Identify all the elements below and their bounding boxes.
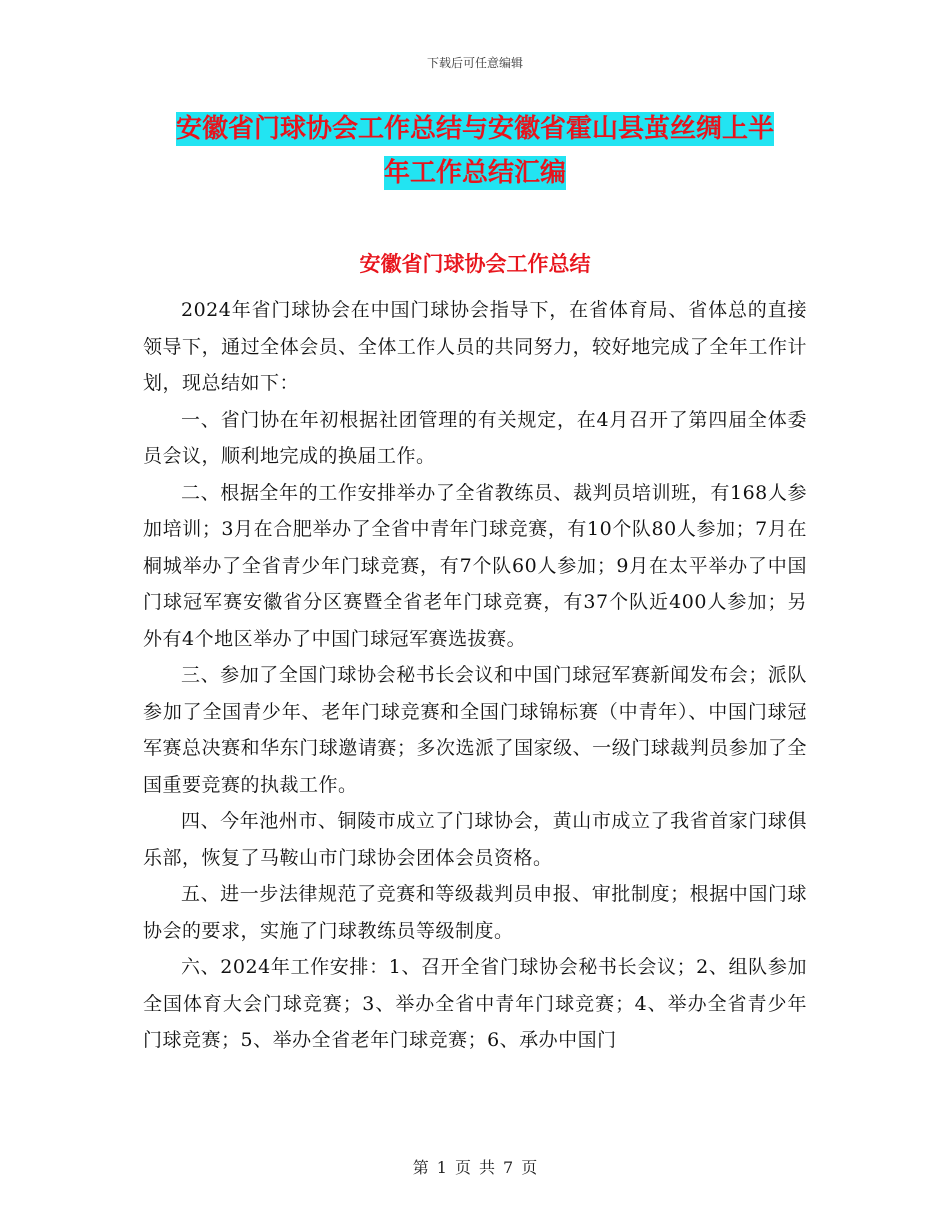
- page-unit: 页: [454, 1158, 471, 1177]
- total-pages: 7: [503, 1158, 514, 1177]
- document-body: [143, 292, 807, 1059]
- paragraph-item-2: 二、根据全年的工作安排举办了全省教练员、裁判员培训班，有168人参加培训；3月在合肥举办了全省中青年门球竞赛，有10个队80人参加；7月在桐城举办了全省青少年门球竞赛，有7个队60人参加；9月在太平举办了中国门球冠军赛安徽省分区赛暨全省老年门球竞赛，有37个队近400人参加；另外有4个地区举办了中国门球冠军赛选拔赛。: [143, 481, 807, 650]
- page-footer: [0, 1155, 950, 1178]
- page-number: 1: [436, 1158, 447, 1177]
- paragraph-item-3: 三、参加了全国门球协会秘书长会议和中国门球冠军赛新闻发布会；派队参加了全国青少年、老年门球竞赛和全国门球锦标赛（中青年）、中国门球冠军赛总决赛和华东门球邀请赛；多次选派了国家级、一级门球裁判员参加了全国重要竞赛的执裁工作。: [143, 664, 807, 796]
- header-note: 下载后可任意编辑: [426, 56, 523, 70]
- paragraph-intro: 2024年省门球协会在中国门球协会指导下，在省体育局、省体总的直接领导下，通过全体会员、全体工作人员的共同努力，较好地完成了全年工作计划，现总结如下：: [143, 299, 807, 394]
- page-label: 第: [412, 1158, 429, 1177]
- section-title: 安徽省门球协会工作总结: [359, 252, 591, 276]
- total-unit: 页: [521, 1158, 538, 1177]
- document-title-line-1: 安徽省门球协会工作总结与安徽省霍山县茧丝绸上半: [175, 114, 774, 144]
- paragraph-item-6: 六、2024年工作安排：1、召开全省门球协会秘书长会议；2、组队参加全国体育大会门球竞赛；3、举办全省中青年门球竞赛；4、举办全省青少年门球竞赛；5、举办全省老年门球竞赛；6、承办中国门: [143, 956, 807, 1051]
- paragraph-item-1: 一、省门协在年初根据社团管理的有关规定，在4月召开了第四届全体委员会议，顺利地完成的换届工作。: [143, 408, 807, 467]
- document-title-line-2: 年工作总结汇编: [383, 158, 566, 188]
- total-label: 共: [479, 1158, 496, 1177]
- paragraph-item-4: 四、今年池州市、铜陵市成立了门球协会，黄山市成立了我省首家门球俱乐部，恢复了马鞍山市门球协会团体会员资格。: [143, 810, 807, 869]
- paragraph-item-5: 五、进一步法律规范了竞赛和等级裁判员申报、审批制度；根据中国门球协会的要求，实施了门球教练员等级制度。: [143, 883, 807, 942]
